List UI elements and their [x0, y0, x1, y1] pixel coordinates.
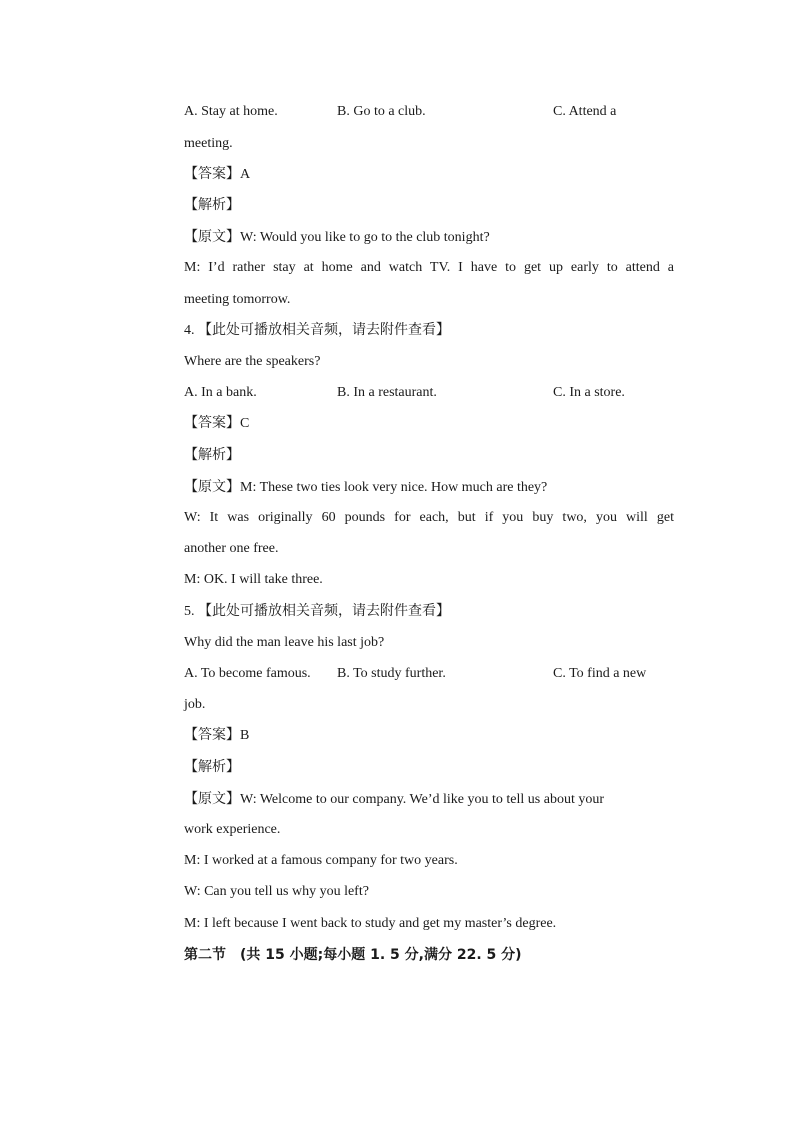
- q3-transcript-line-1: [184, 228, 490, 247]
- q4-question: Where are the speakers?: [184, 354, 321, 369]
- q3-option-c-continued: meeting.: [184, 136, 233, 151]
- q5-transcript-line-1: [184, 790, 604, 809]
- q5-number: 5.: [184, 604, 195, 619]
- transcript-text: W: Would you like to go to the club tonight?: [240, 230, 490, 245]
- q5-option-c-continued: job.: [184, 697, 206, 712]
- analysis-tag: 【解析】: [184, 447, 240, 463]
- q4-analysis-line: [184, 446, 240, 465]
- q4-transcript-line-3: another one free.: [184, 541, 279, 556]
- q3-option-c: C. Attend a: [553, 104, 617, 119]
- analysis-tag: 【解析】: [184, 759, 240, 775]
- transcript-text: M: These two ties look very nice. How much are they?: [240, 480, 548, 495]
- q5-transcript-line-5: M: I left because I went back to study and get my master’s degree.: [184, 916, 557, 931]
- transcript-text: W: Welcome to our company. We’d like you to tell us about your: [240, 792, 604, 807]
- q5-transcript-line-2: work experience.: [184, 822, 281, 837]
- q5-answer-line: [184, 726, 249, 745]
- q3-analysis-line: [184, 196, 240, 215]
- q4-option-b: B. In a restaurant.: [337, 385, 437, 400]
- q5-option-c: C. To find a new: [553, 666, 647, 681]
- q5-question: Why did the man leave his last job?: [184, 635, 385, 650]
- q3-transcript-line-2: M: I’d rather stay at home and watch TV. I have to get up early to attend a: [184, 260, 674, 275]
- q5-audio-note: 【此处可播放相关音频，请去附件查看】: [198, 603, 450, 619]
- answer-tag: 【答案】: [184, 727, 240, 743]
- analysis-tag: 【解析】: [184, 197, 240, 213]
- q4-option-a: A. In a bank.: [184, 385, 257, 400]
- q4-header: [184, 321, 450, 340]
- q3-answer-line: [184, 165, 250, 184]
- q4-answer-line: [184, 414, 249, 433]
- q3-transcript-line-3: meeting tomorrow.: [184, 292, 291, 307]
- q4-audio-note: 【此处可播放相关音频，请去附件查看】: [198, 322, 450, 338]
- q3-option-b: B. Go to a club.: [337, 104, 426, 119]
- answer-tag: 【答案】: [184, 166, 240, 182]
- original-tag: 【原文】: [184, 791, 240, 807]
- section-heading: 第二节 (共 15 小题;每小题 1. 5 分,满分 22. 5 分): [184, 947, 522, 963]
- answer-tag: 【答案】: [184, 415, 240, 431]
- q4-option-c: C. In a store.: [553, 385, 625, 400]
- q4-number: 4.: [184, 323, 195, 338]
- q5-transcript-line-4: W: Can you tell us why you left?: [184, 884, 369, 899]
- q4-answer: C: [240, 416, 250, 431]
- q3-option-a: A. Stay at home.: [184, 104, 278, 119]
- q4-transcript-line-4: M: OK. I will take three.: [184, 572, 323, 587]
- q5-analysis-line: [184, 758, 240, 777]
- original-tag: 【原文】: [184, 229, 240, 245]
- q5-header: [184, 602, 450, 621]
- q4-transcript-line-2: W: It was originally 60 pounds for each, but if you buy two, you will get: [184, 510, 674, 525]
- original-tag: 【原文】: [184, 479, 240, 495]
- q5-transcript-line-3: M: I worked at a famous company for two years.: [184, 853, 458, 868]
- q3-answer: A: [240, 167, 251, 182]
- q4-transcript-line-1: [184, 478, 547, 497]
- q5-option-b: B. To study further.: [337, 666, 446, 681]
- q5-answer: B: [240, 728, 250, 743]
- q5-option-a: A. To become famous.: [184, 666, 311, 681]
